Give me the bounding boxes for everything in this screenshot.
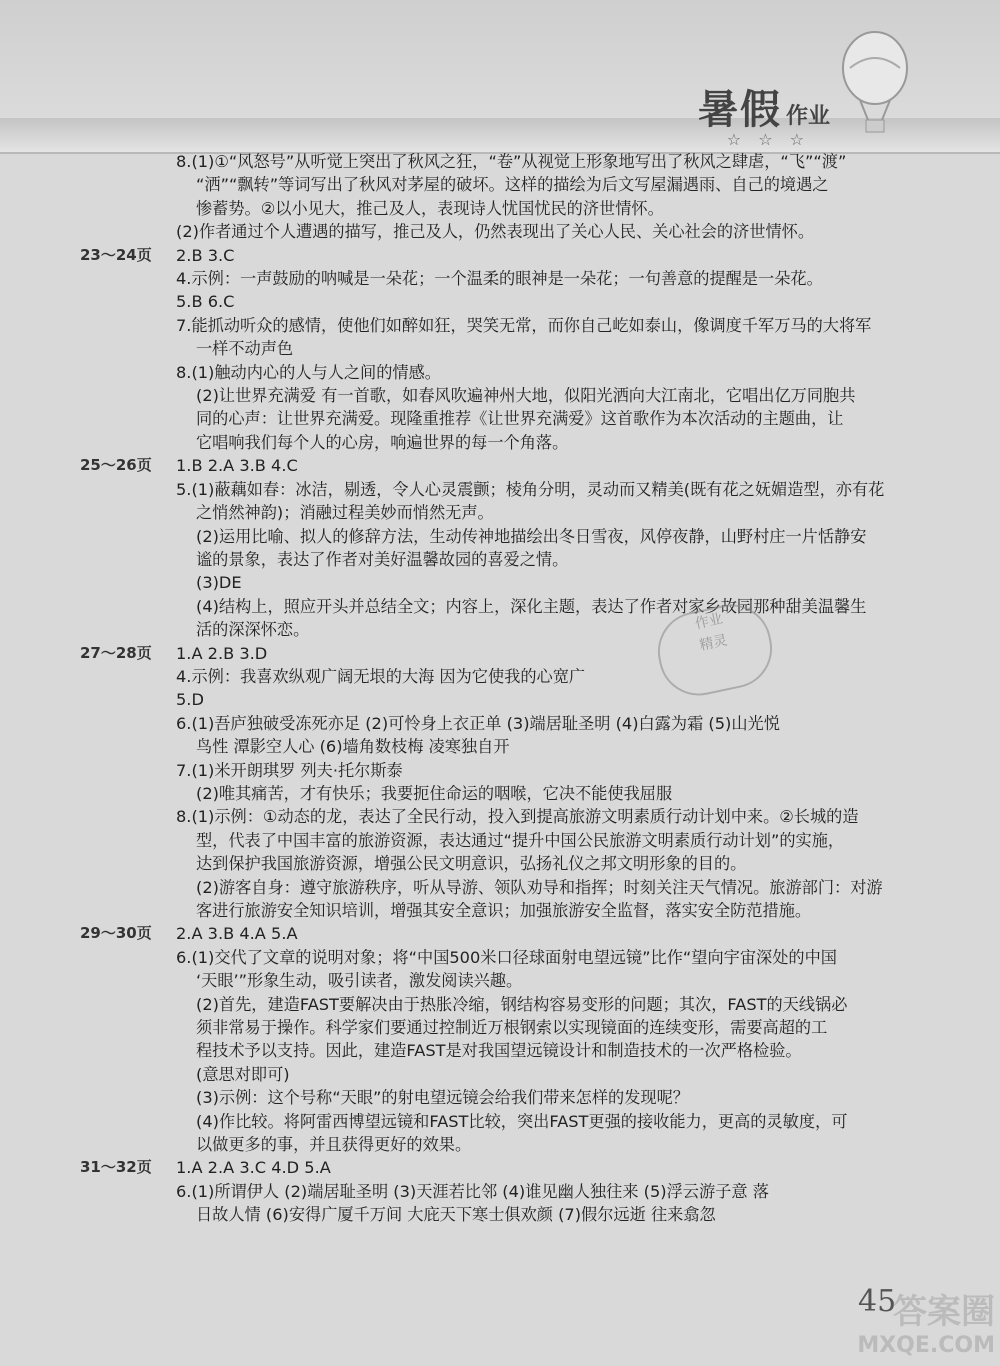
- answer-line: 6.(1)交代了文章的说明对象；将“中国500米口径球面射电望远镜”比作“望向宇宙深处的中国: [176, 947, 837, 967]
- answer-line: 8.(1)示例：①动态的龙，表达了全民行动，投入到提高旅游文明素质行动计划中来。②长城的造: [176, 807, 859, 827]
- answer-line: (2)唯其痛苦，才有快乐；我要扼住命运的咽喉，它决不能使我屈服: [196, 783, 673, 803]
- page-range-label: [80, 150, 176, 244]
- answer-line: 6.(1)所谓伊人 (2)端居耻圣明 (3)天涯若比邻 (4)谁见幽人独往来 (5)浮云游子意 落: [176, 1181, 769, 1201]
- page-range-label: 31～32页: [80, 1158, 152, 1177]
- answer-section: [80, 922, 920, 1156]
- page-header: [0, 0, 1000, 150]
- page-number: 45: [858, 1284, 897, 1319]
- answer-line: 5.D: [176, 690, 204, 710]
- answer-section: [80, 454, 920, 641]
- answer-line: (意思对即可): [196, 1064, 290, 1084]
- answer-line: 7.(1)米开朗琪罗 列夫·托尔斯泰: [176, 760, 403, 780]
- answer-line: 之悄然神韵)；消融过程美妙而悄然无声。: [196, 503, 494, 523]
- answer-body: [176, 922, 920, 1156]
- brand-main: 暑假: [697, 86, 782, 133]
- answer-line: 6.(1)吾庐独破受冻死亦足 (2)可怜身上衣正单 (3)端居耻圣明 (4)白露为霜 (5)山光悦: [176, 713, 780, 733]
- answer-line: 须非常易于操作。科学家们要通过控制近万根钢索以实现镜面的连续变形，需要高超的工: [196, 1018, 828, 1038]
- answer-line: (3)DE: [196, 573, 242, 593]
- answer-line: 活的深深怀恋。: [196, 620, 310, 640]
- answer-line: (2)游客自身：遵守旅游秩序，听从导游、领队劝导和指挥；时刻关注天气情况。旅游部门：对游: [196, 877, 883, 897]
- page-range-label: 29～30页: [80, 924, 152, 943]
- answer-section: [80, 150, 920, 244]
- answer-line: (2)运用比喻、拟人的修辞方法，生动传神地描绘出冬日雪夜，风停夜静，山野村庄一片恬静安: [196, 526, 867, 546]
- page-range-label: 25～26页: [80, 456, 152, 475]
- answer-line: (2)首先，建造FAST要解决由于热胀冷缩，钢结构容易变形的问题；其次，FAST的天线锅必: [196, 994, 848, 1014]
- answer-line: 程技术予以支持。因此，建造FAST是对我国望远镜设计和制造技术的一次严格检验。: [196, 1041, 802, 1061]
- brand-title: [698, 78, 830, 135]
- watermark: [805, 1292, 995, 1365]
- answer-line: (2)让世界充满爱 有一首歌，如春风吹遍神州大地，似阳光洒向大江南北，它唱出亿万同胞共: [196, 386, 856, 406]
- answer-body: [176, 150, 920, 244]
- answer-line: 5.(1)蔽藕如春：冰洁，剔透，令人心灵震颤；棱角分明，灵动而又精美(既有花之妩媚造型，亦有花: [176, 479, 885, 499]
- answer-line: 鸟性 潭影空人心 (6)墙角数枝梅 凌寒独自开: [196, 737, 510, 757]
- answer-line: 4.示例：我喜欢纵观广阔无垠的大海 因为它使我的心宽广: [176, 666, 586, 686]
- star-decoration-icon: ☆ ☆ ☆: [726, 130, 810, 149]
- answer-line: 2.A 3.B 4.A 5.A: [176, 924, 298, 944]
- brand-sub: 作业: [785, 103, 830, 129]
- answer-line: 2.B 3.C: [176, 245, 235, 265]
- answer-line: 它唱响我们每个人的心房，响遍世界的每一个角落。: [196, 432, 569, 452]
- stamp-line: 作业: [693, 610, 725, 633]
- answer-body: [176, 244, 920, 455]
- answer-line: (4)结构上，照应开头并总结全文；内容上，深化主题，表达了作者对家乡故园那种甜美温馨生: [196, 596, 867, 616]
- answer-line: 型，代表了中国丰富的旅游资源，表达通过“提升中国公民旅游文明素质行动计划”的实施，: [196, 830, 845, 850]
- answer-content: [80, 150, 920, 1227]
- answer-line: 4.示例：一声鼓励的呐喊是一朵花；一个温柔的眼神是一朵花；一句善意的提醒是一朵花。: [176, 269, 823, 289]
- watermark-url: MXQE.COM: [857, 1333, 995, 1358]
- page-range-label: 27～28页: [80, 643, 152, 662]
- answer-section: [80, 1156, 920, 1226]
- answer-section: [80, 244, 920, 455]
- answer-line: 一样不动声色: [196, 339, 294, 359]
- answer-line: 惨蓄势。②以小见大，推己及人，表现诗人忧国忧民的济世情怀。: [196, 198, 664, 218]
- answer-line: 谧的景象，表达了作者对美好温馨故园的喜爱之情。: [196, 549, 569, 569]
- answer-line: 1.A 2.B 3.D: [176, 643, 268, 663]
- stamp-line: 精灵: [698, 632, 729, 654]
- answer-line: 5.B 6.C: [176, 292, 235, 312]
- answer-line: 同的心声：让世界充满爱。现隆重推荐《让世界充满爱》这首歌作为本次活动的主题曲，让: [196, 409, 844, 429]
- answer-line: 日故人情 (6)安得广厦千万间 大庇天下寒士俱欢颜 (7)假尔远逝 往来翕忽: [196, 1205, 716, 1225]
- page-range-label: 23～24页: [80, 245, 152, 264]
- answer-line: (3)示例：这个号称“天眼”的射电望远镜会给我们带来怎样的发现呢？: [196, 1088, 689, 1108]
- answer-body: [176, 642, 920, 923]
- answer-line: 1.B 2.A 3.B 4.C: [176, 456, 298, 476]
- watermark-title: 答案圈: [893, 1292, 995, 1332]
- answer-line: 以做更多的事，并且获得更好的效果。: [196, 1135, 472, 1155]
- answer-line: 客进行旅游安全知识培训，增强其安全意识；加强旅游安全监督，落实安全防范措施。: [196, 901, 812, 920]
- answer-line: 达到保护我国旅游资源，增强公民文明意识，弘扬礼仪之邦文明形象的目的。: [196, 854, 747, 874]
- answer-line: 8.(1)①“风怒号”从听觉上突出了秋风之狂，“卷”从视觉上形象地写出了秋风之肆虐，“飞”“渡”: [176, 152, 847, 171]
- answer-line: 1.A 2.A 3.C 4.D 5.A: [176, 1158, 331, 1178]
- hot-air-balloon-icon: [830, 28, 920, 138]
- answer-section: [80, 642, 920, 923]
- answer-line: 7.能抓动听众的感情，使他们如醉如狂，哭笑无常，而你自己屹如泰山，像调度千军万马的大将军: [176, 315, 872, 335]
- answer-body: [176, 454, 920, 641]
- answer-line: ‘天眼’”形象生动，吸引读者，激发阅读兴趣。: [196, 971, 523, 991]
- answer-line: “洒”“飘转”等词写出了秋风对茅屋的破坏。这样的描绘为后文写屋漏遇雨、自己的境遇之: [196, 175, 829, 195]
- answer-body: [176, 1156, 920, 1226]
- answer-line: (4)作比较。将阿雷西博望远镜和FAST比较，突出FAST更强的接收能力，更高的灵敏度，可: [196, 1111, 848, 1131]
- answer-line: (2)作者通过个人遭遇的描写，推己及人，仍然表现出了关心人民、关心社会的济世情怀。: [176, 222, 815, 242]
- answer-line: 8.(1)触动内心的人与人之间的情感。: [176, 362, 441, 382]
